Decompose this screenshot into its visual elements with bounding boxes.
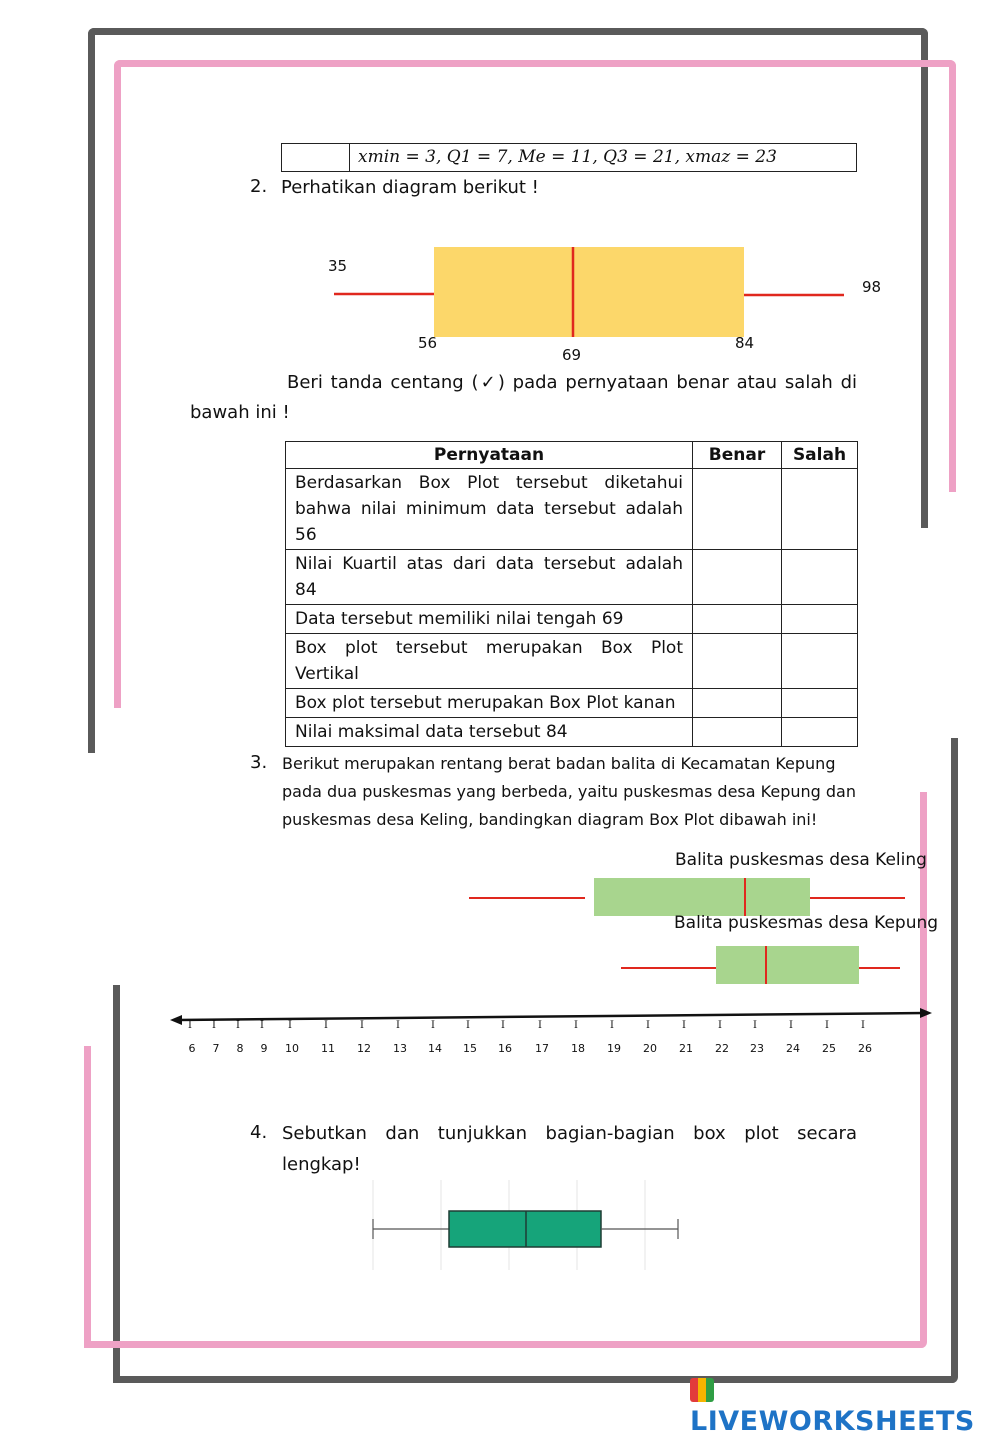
summary-formula: xmin = 3, Q1 = 7, Me = 11, Q3 = 21, xmaz = 23 [358,147,777,167]
axis-tick-label: 11 [321,1042,335,1055]
axis-tick-mark: I [574,1020,578,1031]
q4-text-line2: lengkap! [282,1154,361,1175]
logo-text: LIVEWORKSHEETS [690,1406,975,1437]
q2-number: 2. [250,176,268,197]
q2-label-q3: 84 [735,334,755,352]
table-row [286,469,858,550]
axis-tick-mark: I [260,1020,264,1031]
q3-plot1-label: Balita puskesmas desa Keling [675,850,927,870]
axis-tick-mark: I [324,1020,328,1031]
statement-text: Nilai Kuartil atas dari data tersebut adalah 84 [286,550,693,605]
q3-text-line3: puskesmas desa Keling, bandingkan diagram Box Plot dibawah ini! [282,810,818,829]
salah-cell[interactable] [782,689,858,718]
axis-tick-mark: I [188,1020,192,1031]
q3-number: 3. [250,752,268,773]
axis-tick-label: 15 [463,1042,477,1055]
benar-cell[interactable] [693,550,782,605]
axis-tick-mark: I [236,1020,240,1031]
axis-tick-mark: I [360,1020,364,1031]
q4-number: 4. [250,1122,268,1143]
axis-tick-mark: I [718,1020,722,1031]
axis-tick-label: 6 [188,1042,196,1055]
liveworksheets-logo [690,1375,1000,1437]
q2-label-min: 35 [328,257,348,275]
axis-tick-label: 23 [750,1042,764,1055]
salah-cell[interactable] [782,605,858,634]
salah-cell[interactable] [782,634,858,689]
axis-tick-label: 22 [715,1042,729,1055]
kepung-box [716,946,859,984]
axis-tick-label: 26 [858,1042,872,1055]
q2-prompt: Perhatikan diagram berikut ! [281,177,539,198]
q2-label-q1: 56 [418,334,438,352]
table-row [286,550,858,605]
axis-tick-label: 24 [786,1042,800,1055]
benar-cell[interactable] [693,605,782,634]
statement-text: Box plot tersebut merupakan Box Plot kanan [286,689,693,718]
q2-boxplot [320,240,860,370]
q3-plot2-label: Balita puskesmas desa Kepung [674,913,939,933]
axis-tick-mark: I [682,1020,686,1031]
axis-tick-mark: I [466,1020,470,1031]
salah-cell[interactable] [782,469,858,550]
summary-row-blank-cell [282,144,350,171]
statement-text: Box plot tersebut merupakan Box Plot Vertikal [286,634,693,689]
axis-tick-label: 16 [498,1042,512,1055]
q2-label-median: 69 [562,346,582,364]
frame-pink-bottom-left [84,1046,91,1348]
q2-box [434,247,744,337]
axis-tick-label: 25 [822,1042,836,1055]
table-row [286,634,858,689]
axis-tick-label: 8 [236,1042,244,1055]
statement-table [285,441,858,747]
frame-gray-left-ext [88,520,95,753]
axis-tick-mark: I [538,1020,542,1031]
header-benar: Benar [693,442,782,469]
axis-tick-label: 13 [393,1042,407,1055]
header-pernyataan: Pernyataan [286,442,693,469]
axis-tick-label: 20 [643,1042,657,1055]
axis-tick-mark: I [396,1020,400,1031]
axis-tick-label: 18 [571,1042,585,1055]
axis-tick-mark: I [431,1020,435,1031]
salah-cell[interactable] [782,550,858,605]
benar-cell[interactable] [693,718,782,747]
table-row [286,689,858,718]
statement-text: Nilai maksimal data tersebut 84 [286,718,693,747]
benar-cell[interactable] [693,689,782,718]
axis-tick-label: 19 [607,1042,621,1055]
number-line-axis [170,1005,935,1027]
q4-box [449,1211,601,1247]
axis-tick-mark: I [501,1020,505,1031]
axis-tick-mark: I [825,1020,829,1031]
header-salah: Salah [782,442,858,469]
table-row [286,718,858,747]
benar-cell[interactable] [693,469,782,550]
q3-text-line2: pada dua puskesmas yang berbeda, yaitu puskesmas desa Kepung dan [282,782,856,801]
q2-instruction-line1: Beri tanda centang (✓) pada pernyataan benar atau salah di [287,372,857,393]
keling-box [594,878,810,916]
q2-label-max: 98 [862,278,882,296]
q4-text-line1: Sebutkan dan tunjukkan bagian-bagian box plot secara [282,1123,857,1144]
axis-tick-mark: I [646,1020,650,1031]
axis-tick-mark: I [610,1020,614,1031]
table-row [286,605,858,634]
axis-tick-mark: I [753,1020,757,1031]
axis-tick-label: 9 [260,1042,268,1055]
axis-tick-label: 21 [679,1042,693,1055]
q2-instruction-line2: bawah ini ! [190,402,290,423]
frame-pink-left-ext [114,488,121,708]
summary-row [281,143,857,172]
axis-tick-label: 10 [285,1042,299,1055]
logo-icon [690,1378,714,1402]
axis-tick-label: 12 [357,1042,371,1055]
axis-tick-mark: I [789,1020,793,1031]
salah-cell[interactable] [782,718,858,747]
statement-text: Berdasarkan Box Plot tersebut diketahui bahwa nilai minimum data tersebut adalah 56 [286,469,693,550]
q4-boxplot [365,1180,695,1275]
axis-tick-mark: I [861,1020,865,1031]
axis-tick-label: 7 [212,1042,220,1055]
axis-tick-label: 14 [428,1042,442,1055]
q3-text-line1: Berikut merupakan rentang berat badan balita di Kecamatan Kepung [282,754,836,773]
statement-table-header [286,442,858,469]
axis-tick-label: 17 [535,1042,549,1055]
axis-tick-mark: I [288,1020,292,1031]
benar-cell[interactable] [693,634,782,689]
statement-text: Data tersebut memiliki nilai tengah 69 [286,605,693,634]
axis-tick-mark: I [212,1020,216,1031]
